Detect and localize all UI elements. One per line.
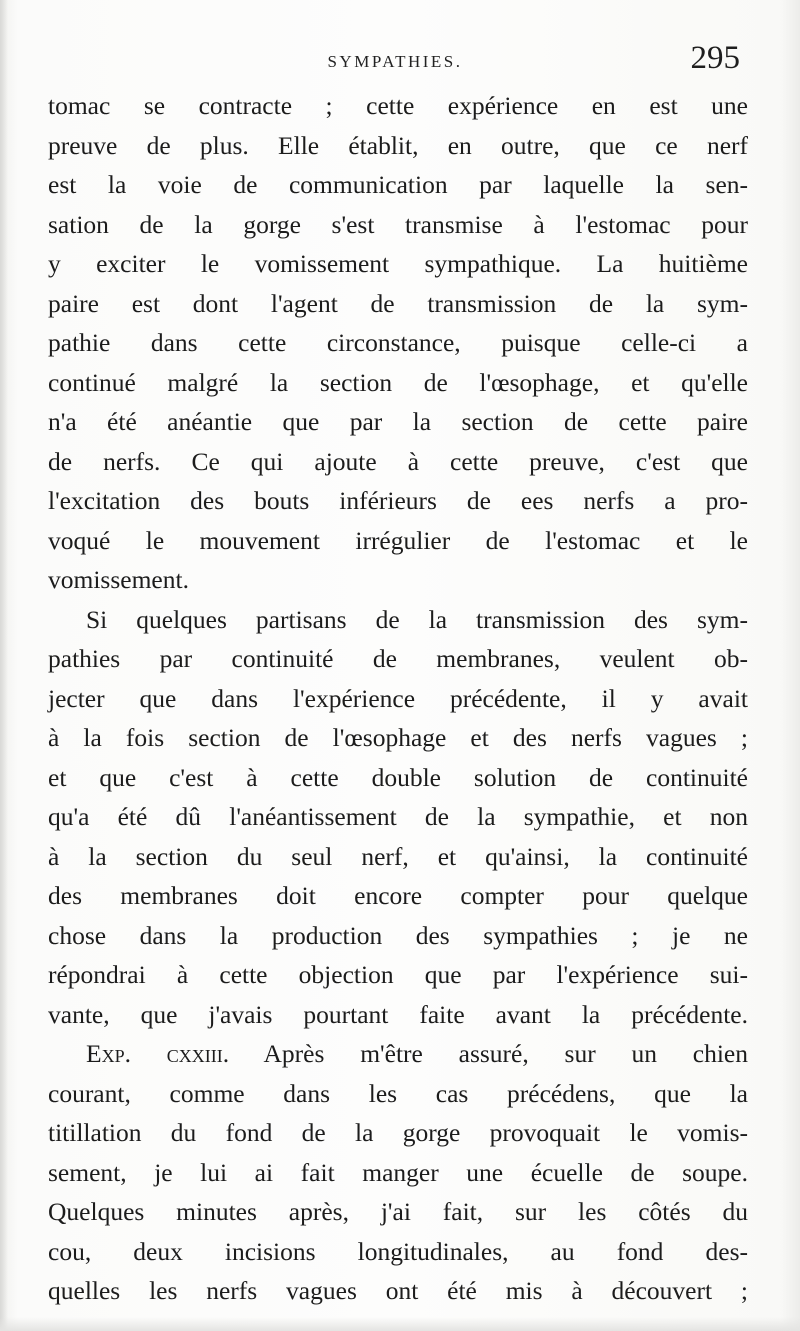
body-text (48, 86, 748, 1311)
scan-shadow-bottom (0, 1317, 800, 1331)
experiment-label: Exp. cxxiii. (86, 1039, 230, 1068)
text-line-rest: Après m'être assuré, sur un chien (229, 1039, 748, 1068)
paragraph (48, 600, 748, 1035)
text-line: titillation du fond de la gorge provoquait le vomis- (48, 1118, 748, 1147)
text-line: vante, que j'avais pourtant faite avant la précédente. (48, 999, 748, 1029)
text-line: quelles les nerfs vagues ont été mis à découvert ; (48, 1276, 748, 1305)
text-line: pathie dans cette circonstance, puisque celle-ci a (48, 328, 748, 357)
text-line: courant, comme dans les cas précédens, que la (48, 1078, 748, 1108)
text-line: continué malgré la section de l'œsophage, et qu'elle (48, 367, 748, 397)
text-line: pathies par continuité de membranes, veulent ob- (48, 644, 748, 673)
running-head (50, 40, 740, 86)
text-line: jecter que dans l'expérience précédente, il y avait (48, 683, 748, 713)
text-line: sation de la gorge s'est transmise à l'estomac pour (48, 209, 748, 239)
text-line: cou, deux incisions longitudinales, au fond des- (48, 1236, 748, 1266)
text-line: chose dans la production des sympathies ; je ne (48, 920, 748, 950)
text-line: des membranes doit encore compter pour quelque (48, 881, 748, 910)
running-head-title: SYMPATHIES. (327, 52, 463, 71)
text-line: tomac se contracte ; cette expérience en est une (48, 91, 748, 120)
text-line: paire est dont l'agent de transmission de la sym- (48, 288, 748, 318)
text-line: répondrai à cette objection que par l'expérience sui- (48, 960, 748, 989)
text-line: l'excitation des bouts inférieurs de ees nerfs a pro- (48, 486, 748, 515)
text-line: Si quelques partisans de la transmission des sym- (86, 604, 748, 634)
paragraph (48, 1034, 748, 1311)
text-line: Quelques minutes après, j'ai fait, sur les côtés du (48, 1197, 748, 1226)
paragraph (48, 86, 748, 600)
text-line: de nerfs. Ce qui ajoute à cette preuve, c'est que (48, 446, 748, 476)
scan-shadow-left (0, 0, 8, 1331)
text-line: à la fois section de l'œsophage et des nerfs vagues ; (48, 723, 748, 752)
page-number: 295 (690, 40, 740, 76)
text-line: et que c'est à cette double solution de continuité (48, 762, 748, 792)
text-line: vomissement. (48, 565, 189, 594)
text-line: y exciter le vomissement sympathique. La huitième (48, 249, 748, 278)
text-line: preuve de plus. Elle établit, en outre, que ce nerf (48, 130, 748, 160)
text-line: sement, je lui ai fait manger une écuelle de soupe. (48, 1157, 748, 1187)
text-line: voqué le mouvement irrégulier de l'estomac et le (48, 525, 748, 555)
text-line (48, 1034, 748, 1074)
text-line: à la section du seul nerf, et qu'ainsi, la continuité (48, 841, 748, 871)
text-line: n'a été anéantie que par la section de cette paire (48, 407, 748, 436)
text-line: est la voie de communication par laquelle la sen- (48, 170, 748, 199)
text-line: qu'a été dû l'anéantissement de la sympathie, et non (48, 802, 748, 831)
